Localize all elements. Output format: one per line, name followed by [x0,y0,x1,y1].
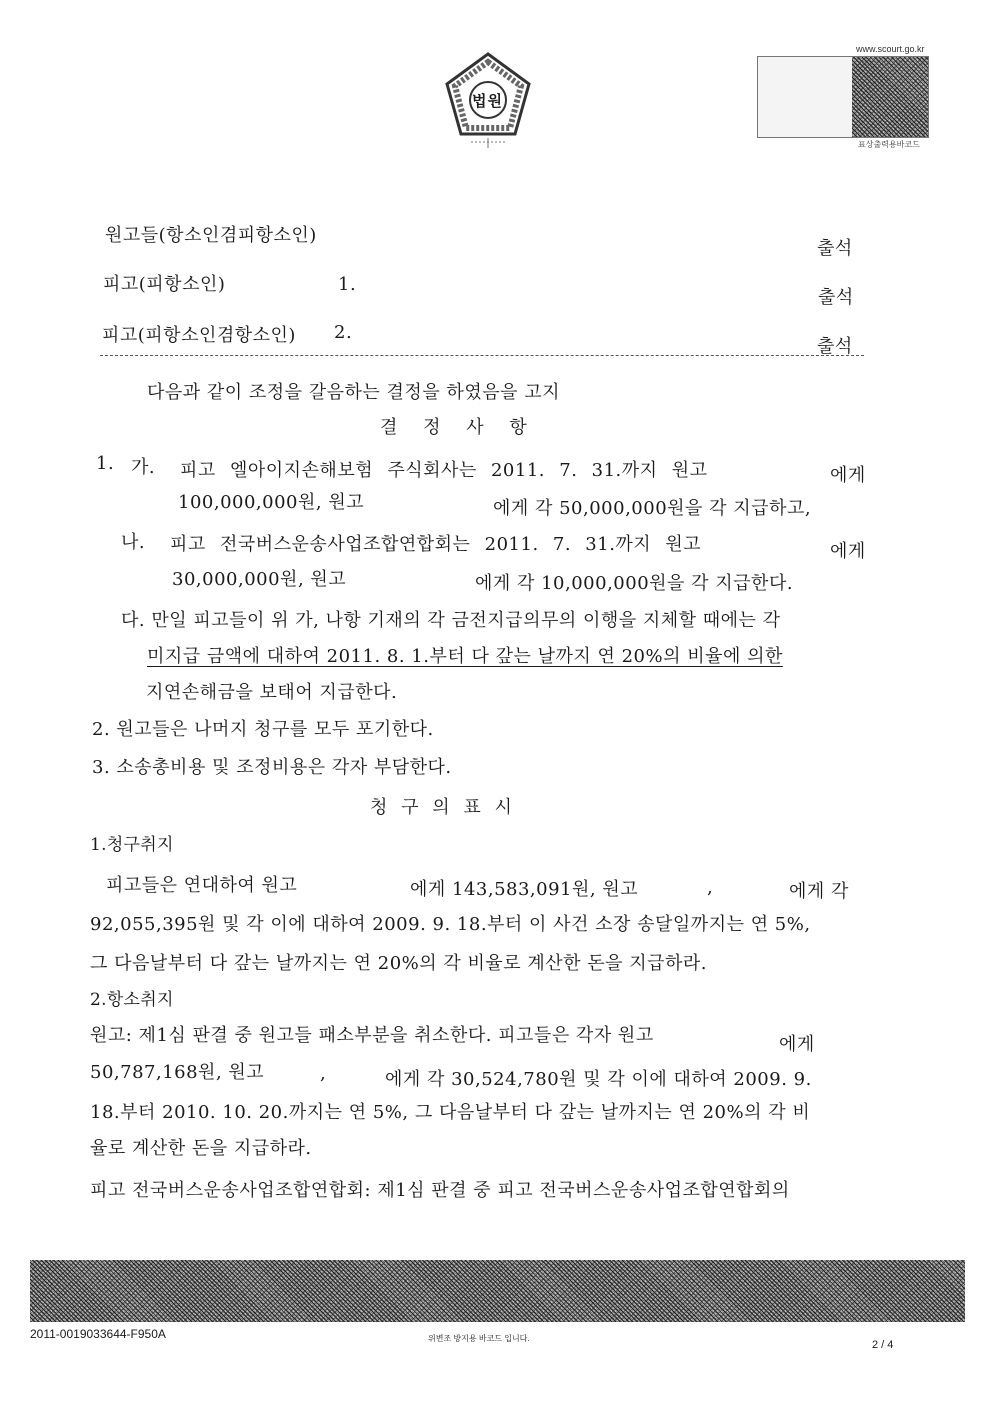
court-seal [441,50,535,150]
item1b-line1: 피고 전국버스운송사업조합연합회는 2011. 7. 31.까지 원고 [170,534,702,555]
item3: 3. 소송총비용 및 조정비용은 각자 부담한다. [92,757,452,778]
anti-forgery-barcode [30,1260,965,1322]
item2: 2. 원고들은 나머지 청구를 모두 포기한다. [92,719,434,740]
item1c-line2: 미지급 금액에 대하여 2011. 8. 1.부터 다 갚는 날까지 연 20%의 비율에 의한 [147,646,783,667]
claim1-line2: 92,055,395원 및 각 이에 대하여 2009. 9. 18.부터 이 사건 소장 송달일까지는 연 5%, [90,914,811,935]
decision-heading: 결 정 사 항 [380,417,537,438]
claim2-line2a: 50,787,168원, 원고 [90,1062,265,1083]
item1c-line3: 지연손해금을 보태어 지급한다. [146,682,398,703]
barcode-caption: 표상출력용바코드 [858,140,920,149]
footer-notice: 위변조 방지용 바코드 입니다. [428,1334,530,1343]
item1b-line2a: 30,000,000원, 원고 [172,569,347,590]
item1a-line2b: 에게 각 50,000,000원을 각 지급하고, [493,498,812,519]
party-role-defendant-2: 피고(피항소인겸항소인) [102,325,296,346]
site-url: www.scourt.go.kr [856,44,925,54]
claim2-line5: 피고 전국버스운송사업조합연합회: 제1심 판결 중 피고 전국버스운송사업조합연합회의 [90,1180,790,1201]
party-attendance-defendant-2: 출석 [817,336,853,357]
claim2-line1a: 원고: 제1심 판결 중 원고들 패소부분을 취소한다. 피고들은 각자 원고 [90,1025,654,1046]
footer-doc-id: 2011-0019033644-F950A [30,1327,166,1341]
item1b-mark: 나. [121,532,146,553]
claim2-line2c: 에게 각 30,524,780원 및 각 이에 대하여 2009. 9. [385,1069,812,1090]
claim-heading: 청 구 의 표 시 [370,797,516,818]
claim2-line3: 18.부터 2010. 10. 20.까지는 연 5%, 그 다음날부터 다 갚는 날까지는 연 20%의 각 비 [90,1102,811,1123]
item1a-line1: 피고 엘아이지손해보험 주식회사는 2011. 7. 31.까지 원고 [180,460,708,481]
claim2-line2b: , [320,1063,327,1084]
party-number-2: 2. [334,322,353,343]
party-role-plaintiffs: 원고들(항소인겸피항소인) [105,225,317,246]
claim2-line4: 율로 계산한 돈을 지급하라. [90,1138,312,1159]
party-attendance-plaintiffs: 출석 [817,238,853,259]
party-number-1: 1. [338,274,357,295]
item1a-mark: 가. [131,457,156,478]
party-attendance-defendant-1: 출석 [818,287,854,308]
item1a-line2a: 100,000,000원, 원고 [178,492,365,513]
party-role-defendant-1: 피고(피항소인) [103,274,226,295]
item1c-line1: 다. 만일 피고들이 위 가, 나항 기재의 각 금전지급의무의 이행을 지체할 때에는 각 [121,610,781,631]
item1b-line1-end: 에게 [830,541,866,562]
claim1-line1b: 에게 143,583,091원, 원고 [410,879,639,900]
claim1-line3: 그 다음날부터 다 갚는 날까지는 연 20%의 각 비율로 계산한 돈을 지급하라. [90,953,708,974]
claim1-line1d: 에게 각 [789,881,849,902]
page-number: 2 / 4 [872,1339,894,1351]
security-barcode [757,56,929,138]
claim2-line1b: 에게 [779,1034,815,1055]
claim1-title: 1.청구취지 [90,835,174,855]
intro-text: 다음과 같이 조정을 갈음하는 결정을 하였음을 고지 [147,382,560,403]
item1a-line1-end: 에게 [830,465,866,486]
seal-text: 법원 [472,93,503,110]
item1-number: 1. [96,453,115,474]
claim1-line1a: 피고들은 연대하여 원고 [106,875,298,896]
separator-line [100,355,864,356]
item1b-line2b: 에게 각 10,000,000원을 각 지급한다. [475,573,794,594]
claim1-line1c: , [707,877,714,898]
claim2-title: 2.항소취지 [90,990,174,1010]
